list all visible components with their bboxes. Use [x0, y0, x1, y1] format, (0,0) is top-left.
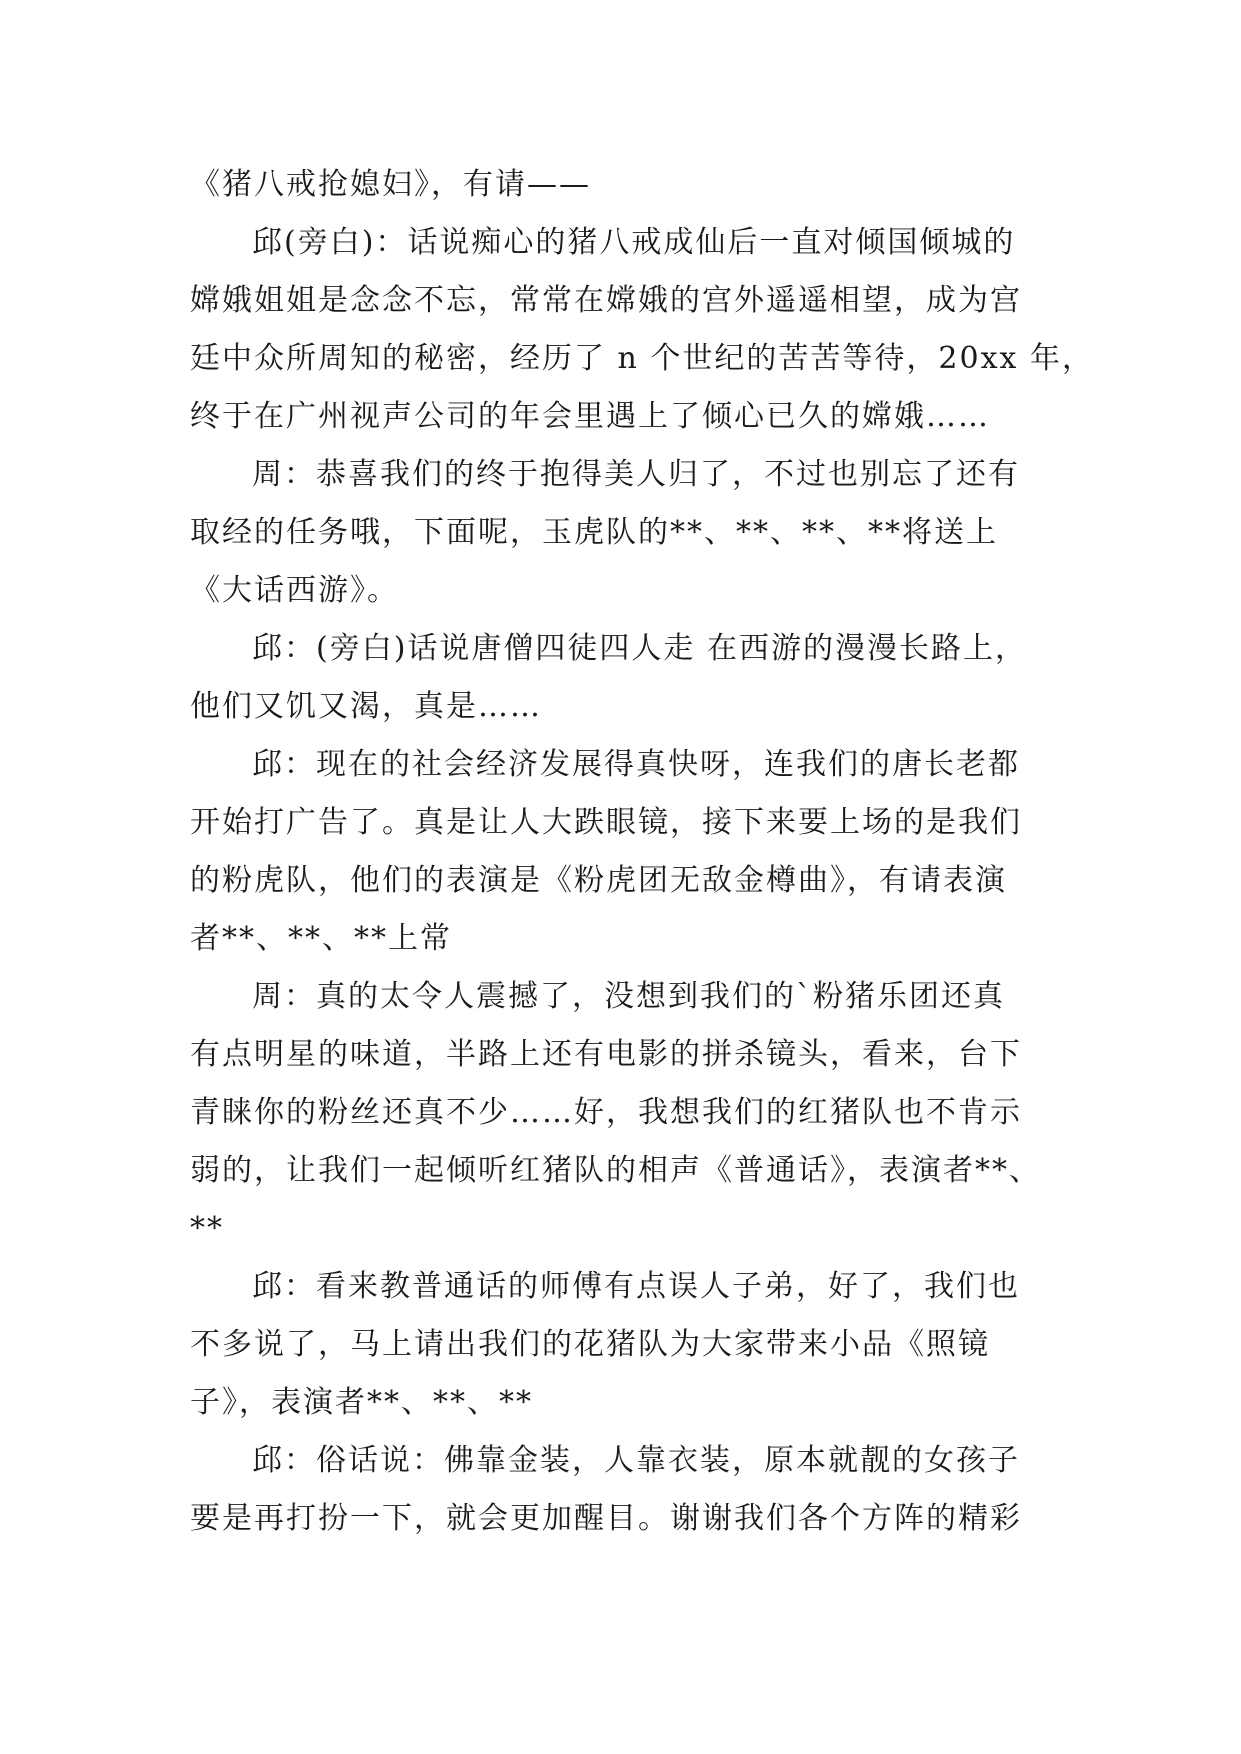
- text-line: 廷中众所周知的秘密，经历了 n 个世纪的苦苦等待，20xx 年，: [190, 341, 1094, 376]
- text-line: 终于在广州视声公司的年会里遇上了倾心已久的嫦娥……: [190, 399, 990, 434]
- text-line: 弱的，让我们一起倾听红猪队的相声《普通话》，表演者**、: [190, 1153, 1041, 1188]
- text-line: **: [190, 1211, 224, 1246]
- paragraph-start-line: 邱：现在的社会经济发展得真快呀，连我们的唐长老都: [252, 747, 1020, 782]
- text-line: 开始打广告了。真是让人大跌眼镜，接下来要上场的是我们: [190, 805, 1022, 840]
- text-line: 的粉虎队，他们的表演是《粉虎团无敌金樽曲》，有请表演: [190, 863, 1007, 898]
- text-line: 他们又饥又渴，真是……: [190, 689, 542, 724]
- paragraph-start-line: 周：真的太令人震撼了，没想到我们的`粉猪乐团还真: [252, 979, 1005, 1014]
- text-line: 不多说了，马上请出我们的花猪队为大家带来小品《照镜: [190, 1327, 990, 1362]
- paragraph-start-line: 邱(旁白)：话说痴心的猪八戒成仙后一直对倾国倾城的: [252, 225, 1016, 260]
- text-line: 有点明星的味道，半路上还有电影的拼杀镜头，看来，台下: [190, 1037, 1022, 1072]
- paragraph-start-line: 邱：看来教普通话的师傅有点误人子弟，好了，我们也: [252, 1269, 1020, 1304]
- text-line: 《猪八戒抢媳妇》，有请——: [190, 167, 591, 202]
- text-line: 子》，表演者**、**、**: [190, 1385, 533, 1420]
- text-line: 要是再打扮一下，就会更加醒目。谢谢我们各个方阵的精彩: [190, 1501, 1022, 1536]
- text-line: 者**、**、**上常: [190, 921, 452, 956]
- paragraph-start-line: 周：恭喜我们的终于抱得美人归了，不过也别忘了还有: [252, 457, 1020, 492]
- paragraph-start-line: 邱：俗话说：佛靠金装，人靠衣装，原本就靓的女孩子: [252, 1443, 1020, 1478]
- text-line: 嫦娥姐姐是念念不忘，常常在嫦娥的宫外遥遥相望，成为宫: [190, 283, 1022, 318]
- text-line: 青睐你的粉丝还真不少……好，我想我们的红猪队也不肯示: [190, 1095, 1022, 1130]
- text-line: 取经的任务哦，下面呢，玉虎队的**、**、**、**将送上: [190, 515, 998, 550]
- paragraph-start-line: 邱：(旁白)话说唐僧四徒四人走 在西游的漫漫长路上，: [252, 631, 1027, 666]
- document-body: [190, 156, 1094, 1548]
- text-line: 《大话西游》。: [190, 573, 399, 608]
